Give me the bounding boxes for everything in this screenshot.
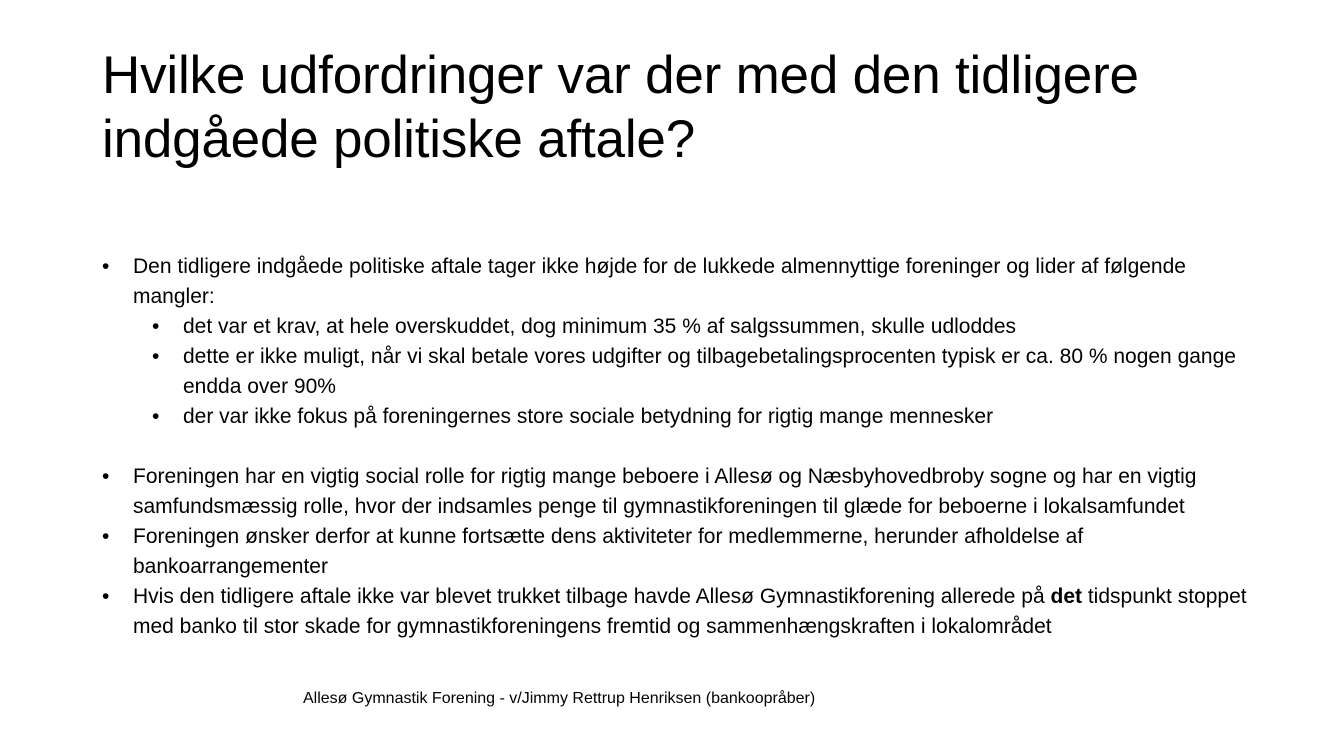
list-spacer [102,432,1252,462]
slide-title: Hvilke udfordringer var der med den tidligere indgåede politiske aftale? [102,46,1139,169]
bullet-item: • Foreningen har en vigtig social rolle for rigtig mange beboere i Allesø og Næsbyhovedbroby sogne og har en vigtig samfundsmæssig rolle, hvor der indsamles penge til gymnastikforeningen til glæde for beboerne i lokalsamfundet [102,462,1252,522]
sub-bullet-list [152,312,1252,432]
slide-content [102,252,1252,642]
bullet-item [102,252,1252,432]
bullet-text: tidspunkt stoppet med banko til stor skade for gymnastikforeningens fremtid og sammenhængskraften i lokalområdet [133,585,1247,638]
sub-bullet-item: • det var et krav, at hele overskuddet, dog minimum 35 % af salgssummen, skulle udloddes [152,312,1252,342]
bullet-text-bold: det [1050,585,1082,608]
bullet-text: Hvis den tidligere aftale ikke var blevet trukket tilbage havde Allesø Gymnastikforening allerede på [133,585,1045,608]
bullet-list [102,462,1252,642]
bullet-text: Den tidligere indgåede politiske aftale tager ikke højde for de lukkede almennyttige foreninger og lider af følgende mangler: [133,255,1186,308]
slide-footer: Allesø Gymnastik Forening - v/Jimmy Rettrup Henriksen (bankoopråber) [303,690,816,707]
sub-bullet-item: • dette er ikke muligt, når vi skal betale vores udgifter og tilbagebetalingsprocenten typisk er ca. 80 % nogen gange endda over 90% [152,342,1252,402]
sub-bullet-item: • der var ikke fokus på foreningernes store sociale betydning for rigtig mange mennesker [152,402,1252,432]
bullet-item [102,582,1252,642]
bullet-item: • Foreningen ønsker derfor at kunne fortsætte dens aktiviteter for medlemmerne, herunder afholdelse af bankoarrangementer [102,522,1252,582]
bullet-list [102,252,1252,432]
